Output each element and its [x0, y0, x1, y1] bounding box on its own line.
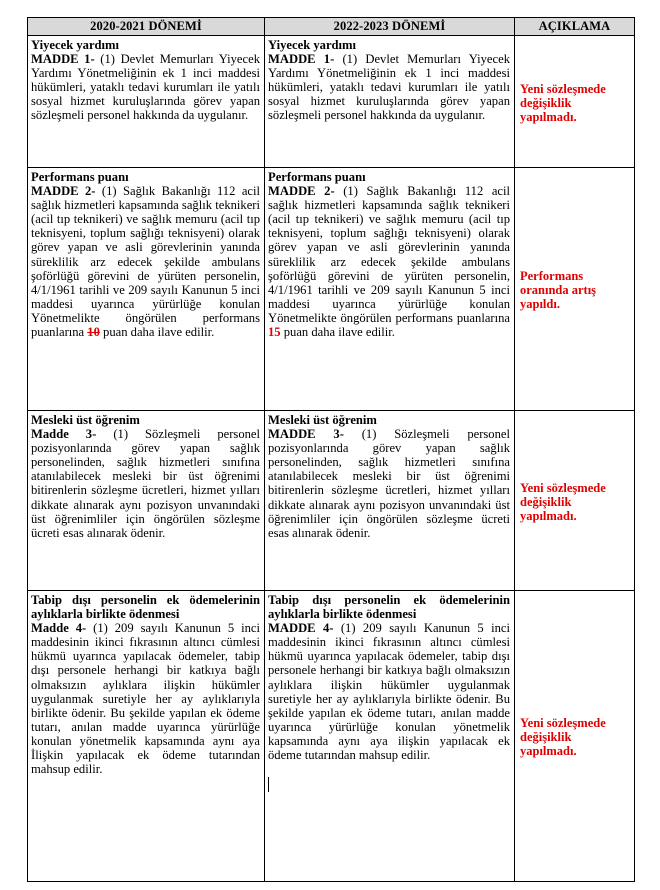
article-number: MADDE 4- [268, 621, 334, 636]
cell-explanation: Performans oranında artış yapıldı. [515, 168, 635, 411]
article-number: MADDE 1- [31, 52, 95, 67]
cell-new-article [265, 36, 515, 168]
header-explanation: AÇIKLAMA [515, 18, 635, 36]
article-body [31, 184, 260, 339]
table-row [28, 36, 635, 168]
article-text: (1) Sağlık Bakanlığı 112 acil sağlık hizmetleri kapsamında sağlık teknikeri (acil tıp teknikeri) ve sağlık memuru (acil tıp teknisyeni, toplum sağlığı teknisyeni) olarak görev yapan ve asli görevlerinin yanında süreklilik arz edecek şekilde ambulans şoförlüğü görevini de yürüten personelin, 4/1/1961 tarihli ve 209 sayılı Kanunun 5 inci maddesi uyarınca yürürlüğe konulan Yönetmelikte öngörülen performans puanlarına [31, 184, 260, 340]
table-row [28, 411, 635, 591]
new-points-value: 15 [268, 325, 281, 340]
article-title: Tabip dışı personelin ek ödemelerinin aylıklarla birlikte ödenmesi [268, 593, 510, 622]
article-text-tail: puan daha ilave edilir. [99, 325, 215, 340]
article-body [268, 52, 510, 122]
article-number: Madde 3- [31, 427, 97, 442]
article-title: Yiyecek yardımı [31, 38, 120, 52]
header-period-2022-2023: 2022-2023 DÖNEMİ [265, 18, 515, 36]
article-text: (1) Sözleşmeli personel pozisyonlarında görev yapan sağlık personelinden, sağlık hizmetleri sınıfına atanılabilecek mesleki bir üst öğrenimi bitirenlerin sözleşme ücretleri, hizmet yılları dikkate alınarak aynı pozisyon unvanındaki üst öğrenimliler için öngörülen sözleşme ücreti esas alınarak ödenir. [268, 427, 510, 540]
table-row [28, 591, 635, 882]
article-body [31, 621, 260, 776]
article-number: MADDE 3- [268, 427, 344, 442]
article-text: (1) 209 sayılı Kanunun 5 inci maddesinin ikinci fıkrasının altıncı cümlesi hükmü uyarınca yapılacak ödemeler, tabip dışı personele herhangi bir katkıya bağlı olmaksızın aylıklara ilişkin hükümler uygulanmak suretiyle her ay aylıklarıyla birlikte ödenir. Bu şekilde yapılan ek ödeme tutarı, anılan madde uyarınca yürürlüğe konulan yönetmelik kapsamında aynı aya ilişkin yapılacak ek ödeme tutarından mahsup edilir. [268, 621, 510, 763]
article-body [31, 52, 260, 122]
article-text: (1) Sözleşmeli personel pozisyonlarında görev yapan sağlık personelinden, sağlık hizmetleri sınıfına atanılabilecek mesleki bir üst öğrenimi bitirenlerin sözleşme ücretleri, hizmet yılları dikkate alınarak aynı pozisyon unvanındaki üst öğrenimliler için öngörülen sözleşme ücreti esas alınarak ödenir. [31, 427, 261, 540]
text-cursor [268, 777, 269, 792]
article-text: (1) Sağlık Bakanlığı 112 acil sağlık hizmetleri kapsamında sağlık teknikeri (acil tıp teknikeri) ve sağlık memuru (acil tıp teknisyeni, toplum sağlığı teknisyeni) olarak görev yapan ve asli görevlerinin yanında süreklilik arz edecek şekilde ambulans şoförlüğü görevini de yürüten personelin, 4/1/1961 tarihli ve 209 sayılı Kanunun 5 inci maddesi uyarınca yürürlüğe konulan Yönetmelikte öngörülen performans puanlarına [268, 184, 510, 325]
article-title: Performans puanı [31, 170, 129, 184]
article-body [268, 621, 510, 762]
article-title: Mesleki üst öğrenim [268, 413, 377, 427]
old-points-value: 10 [87, 325, 100, 340]
article-text: (1) Devlet Memurları Yiyecek Yardımı Yönetmeliğinin ek 1 inci maddesi hükümleri, yataklı tedavi kurumları ile yatılı sosyal hizmet kuruluşlarında görev yapan sözleşmeli personel hakkında da uygulanır. [31, 52, 260, 123]
cell-new-article [265, 591, 515, 882]
article-title: Performans puanı [268, 170, 366, 184]
header-period-2020-2021: 2020-2021 DÖNEMİ [28, 18, 265, 36]
article-text-tail: puan daha ilave edilir. [280, 325, 395, 340]
table-row [28, 168, 635, 411]
cell-new-article [265, 168, 515, 411]
cell-explanation: Yeni sözleşmede değişiklik yapılmadı. [515, 36, 635, 168]
cell-explanation: Yeni sözleşmede değişiklik yapılmadı. [515, 591, 635, 882]
cell-old-article [28, 411, 265, 591]
article-text: (1) 209 sayılı Kanunun 5 inci maddesinin ikinci fıkrasının altıncı cümlesi hükmü uyarınca yapılacak ödemeler, tabip dışı personele herhangi bir katkıya bağlı olmaksızın aylıklara ilişkin hükümler uygulanmak suretiyle her ay aylıklarıyla birlikte ödenir. Bu şekilde yapılan ek ödeme tutarı, anılan madde uyarınca yürürlüğe konulan yönetmelik kapsamında aynı aya İlişkin yapılacak ek ödeme tutarından mahsup edilir. [31, 621, 260, 777]
cell-old-article [28, 591, 265, 882]
comparison-table [27, 17, 635, 882]
article-number: MADDE 2- [31, 184, 96, 199]
article-body [268, 184, 510, 339]
article-text: (1) Devlet Memurları Yiyecek Yardımı Yönetmeliğinin ek 1 inci maddesi hükümleri, yataklı tedavi kurumları ile yatılı sosyal hizmet kuruluşlarında görev yapan sözleşmeli personel hakkında da uygulanır. [268, 52, 511, 123]
cell-old-article [28, 36, 265, 168]
header-row [28, 18, 635, 36]
cell-old-article [28, 168, 265, 411]
cell-new-article [265, 411, 515, 591]
cell-explanation: Yeni sözleşmede değişiklik yapılmadı. [515, 411, 635, 591]
article-title: Tabip dışı personelin ek ödemelerinin aylıklarla birlikte ödenmesi [31, 593, 260, 622]
article-title: Mesleki üst öğrenim [31, 413, 140, 427]
article-body [268, 427, 510, 540]
article-number: Madde 4- [31, 621, 87, 636]
article-number: MADDE 1- [268, 52, 335, 67]
article-body [31, 427, 260, 540]
article-title: Yiyecek yardımı [268, 38, 357, 52]
article-number: MADDE 2- [268, 184, 335, 199]
